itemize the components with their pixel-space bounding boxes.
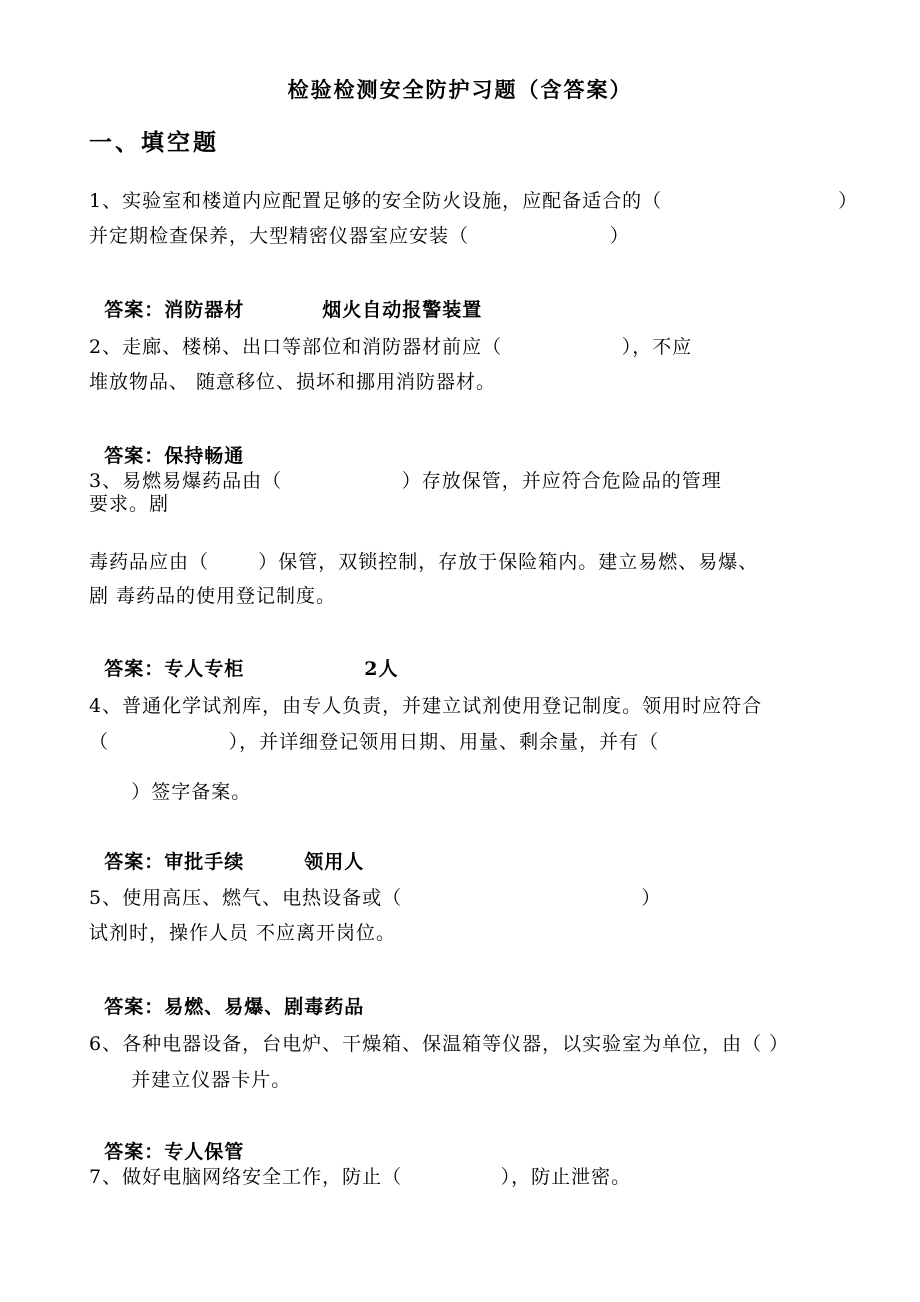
question-4-line-1: 4、普通化学试剂库，由专人负责，并建立试剂使用登记制度。领用时应符合 [89,695,763,717]
answer-1 [89,273,482,322]
answer-3 [89,632,399,681]
answer-label: 答案： [104,658,165,680]
question-5-line-1: 5、使用高压、燃气、电热设备或（ ） [89,887,662,909]
answer-label: 答案： [104,299,165,321]
question-6-line-1: 6、各种电器设备，台电炉、干燥箱、保温箱等仪器，以实验室为单位，由（ ） [89,1033,790,1055]
answer-value: 消防器材 [164,299,245,321]
question-2-line-2: 堆放物品、 随意移位、损坏和挪用消防器材。 [89,371,497,393]
question-2-line-1: 2、走廊、楼梯、出口等部位和消防器材前应（ ），不应 [89,336,693,358]
question-4-line-3: ）签字备案。 [89,781,252,803]
answer-value: 易燃、易爆、剧毒药品 [164,996,365,1018]
answer-value: 审批手续 [164,851,245,873]
answer-5 [89,970,364,1019]
question-4-line-2: （ ），并详细登记领用日期、用量、剩余量，并有（ [89,731,660,753]
question-1-line-1: 1、实验室和楼道内应配置足够的安全防火设施，应配备适合的（ ） [89,190,859,212]
answer-label: 答案： [104,1141,165,1163]
question-6-line-2: 并建立仪器卡片。 [89,1069,292,1091]
question-3-line-1: 3、易燃易爆药品由（ ）存放保管，并应符合危险品的管理 [89,470,722,492]
answer-label: 答案： [104,445,165,467]
page-title: 检验检测安全防护习题（含答案） [287,77,633,102]
question-3-line-4: 剧 毒药品的使用登记制度。 [89,585,337,607]
answer-label: 答案： [104,851,165,873]
section-heading: 一、填空题 [89,129,219,156]
answer-6 [89,1115,244,1164]
question-3-line-3: 毒药品应由（ ）保管，双锁控制，存放于保险箱内。建立易燃、易爆、 [89,551,759,573]
answer-value: 专人专柜 [164,658,245,680]
question-5-line-2: 试剂时，操作人员 不应离开岗位。 [89,922,397,944]
answer-value: 保持畅通 [164,445,245,467]
answer-value: 2人 [364,658,399,680]
question-7-line-1: 7、做好电脑网络安全工作，防止（ ），防止泄密。 [89,1166,632,1188]
question-3-line-2: 要求。剧 [89,493,170,515]
answer-value: 烟火自动报警装置 [322,299,483,321]
answer-value: 领用人 [304,851,365,873]
answer-4 [89,825,364,874]
answer-label: 答案： [104,996,165,1018]
answer-2 [89,419,244,468]
question-1-line-2: 并定期检查保养，大型精密仪器室应安装（ ） [89,225,630,247]
answer-value: 专人保管 [164,1141,245,1163]
